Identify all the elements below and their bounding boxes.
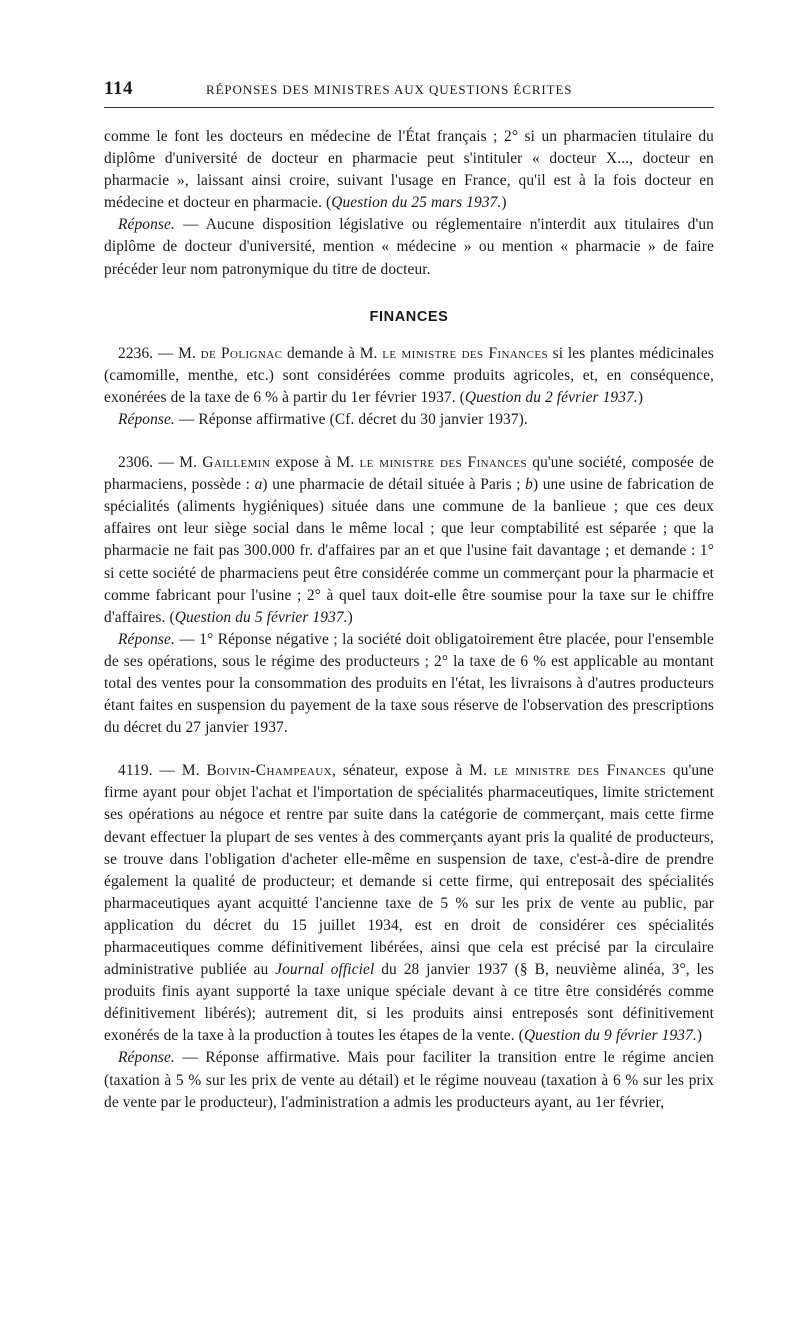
document-page bbox=[104, 78, 715, 1111]
answer-2236: Réponse. — Réponse affirmative (Cf. décret du 30 janvier 1937). bbox=[118, 410, 528, 428]
author-name: Boivin-Champeaux bbox=[206, 762, 333, 780]
page-number: 114 bbox=[104, 78, 133, 99]
author-name: de Polignac bbox=[200, 344, 283, 362]
answer-2306: Réponse. — 1° Réponse négative ; la société doit obligatoirement être placée, pour l'ensemble de ses opérations, sous le régime des producteurs ; 2° la taxe de 6 % est applicable au montant total des ventes pour la consommation des produits en l'état, les livraisons à d'autres producteurs étant faites en suspension du payement de la taxe sous réserve de l'observation des prescriptions du décret du 27 janvier 1937. bbox=[104, 630, 714, 737]
question-date: Question du 25 mars 1937. bbox=[331, 194, 502, 212]
minister-name: le ministre des Finances bbox=[382, 344, 548, 362]
author-name: Gaillemin bbox=[202, 454, 271, 472]
answer-label: Réponse. bbox=[118, 1049, 175, 1067]
question-4119: 4119. — M. Boivin-Champeaux, sénateur, expose à M. le ministre des Finances qu'une firme ayant pour objet l'achat et l'importation de spécialités pharmaceutiques, limite strictement ses opérations au négoce et rentre par suite dans la catégorie de commerçant, mais cette firme devant effectuer la plupart de ses ventes à des commerçants ayant pris la qualité de producteurs, se trouve dans l'obligation d'acheter elle-même en suspension de taxe, c'est-à-dire de prendre également la qualité de producteur; et demande si cette firme, qui entreposait des spécialités pharmaceutiques ayant acquitté l'ancienne taxe de 5 % sur les prix de vente au public, par application du décret du 15 juillet 1934, est en droit de considérer ces spécialités pharmaceutiques comme définitivement libérées, ainsi que cela est précisé par la circulaire administrative publiée au Journal officiel du 28 janvier 1937 (§ B, neuvième alinéa, 3°, les produits finis ayant supporté la taxe unique spéciale devant à ce titre être considérés comme définitivement libérés); autrement dit, si les produits ainsi entreposés sont définitivement exonérés de la taxe à la production à toutes les étapes de la vente. (Question du 9 février 1937.) bbox=[104, 762, 715, 1045]
section-title: FINANCES bbox=[369, 308, 449, 325]
question-date: Question du 2 février 1937. bbox=[464, 388, 638, 406]
paragraph-gap bbox=[104, 739, 714, 760]
header-rule bbox=[104, 107, 714, 108]
page-header bbox=[104, 78, 714, 102]
page-content bbox=[104, 126, 714, 1114]
answer-label: Réponse. bbox=[118, 216, 175, 234]
continuation-answer: Réponse. — Aucune disposition législative ou réglementaire n'interdit aux titulaires d'un diplôme de docteur d'université, mention « médecine » ou mention « pharmacie » de faire précéder leur nom patronymique du titre de docteur. bbox=[104, 216, 714, 278]
question-date: Question du 9 février 1937. bbox=[523, 1027, 697, 1045]
answer-label: Réponse. bbox=[118, 410, 175, 428]
question-2306: 2306. — M. Gaillemin expose à M. le ministre des Finances qu'une société, composée de pharmaciens, possède : a) une pharmacie de détail située à Paris ; b) une usine de fabrication de spécialités (aliments hygiéniques) située dans une commune de la banlieue ; que ces deux affaires ont leur siège social dans le même local ; que leur comptabilité est séparée ; que la pharmacie ne fait pas 300.000 fr. d'affaires par an et que l'usine fait davantage ; et demande : 1° si cette société de pharmaciens peut être considérée comme un commerçant pour la pharmacie et comme fabricant pour l'usine ; 2° à quel taux doit-elle être soumise pour la taxe sur le chiffre d'affaires. (Question du 5 février 1937.) bbox=[104, 454, 714, 626]
question-date: Question du 5 février 1937. bbox=[174, 608, 348, 626]
continuation-question: comme le font les docteurs en médecine de l'État français ; 2° si un pharmacien titulaire du diplôme d'université de docteur en pharmacie peut s'intituler « docteur X..., docteur en pharmacie », laissant ainsi croire, suivant l'usage en France, qu'il est à la fois docteur en médecine et docteur en pharmacie. (Question du 25 mars 1937.) bbox=[104, 128, 714, 212]
question-2236: 2236. — M. de Polignac demande à M. le ministre des Finances si les plantes médicinales (camomille, menthe, etc.) sont considérées comme produits agricoles, et, en conséquence, exonérées de la taxe de 6 % à partir du 1er février 1937. (Question du 2 février 1937.) bbox=[104, 344, 714, 406]
running-title: RÉPONSES DES MINISTRES AUX QUESTIONS ÉCRITES bbox=[206, 82, 573, 97]
minister-name: le ministre des Finances bbox=[493, 762, 667, 780]
minister-name: le ministre des Finances bbox=[359, 454, 527, 472]
answer-label: Réponse. bbox=[118, 630, 175, 648]
paragraph-gap bbox=[104, 431, 714, 452]
journal-title: Journal officiel bbox=[275, 961, 375, 979]
answer-4119: Réponse. — Réponse affirmative. Mais pour faciliter la transition entre le régime ancien (taxation à 5 % sur les prix de vente au détail) et le régime nouveau (taxation à 6 % sur les prix de vente par le producteur), l'administration a admis les producteurs ayant, au 1er février, bbox=[104, 1049, 714, 1111]
